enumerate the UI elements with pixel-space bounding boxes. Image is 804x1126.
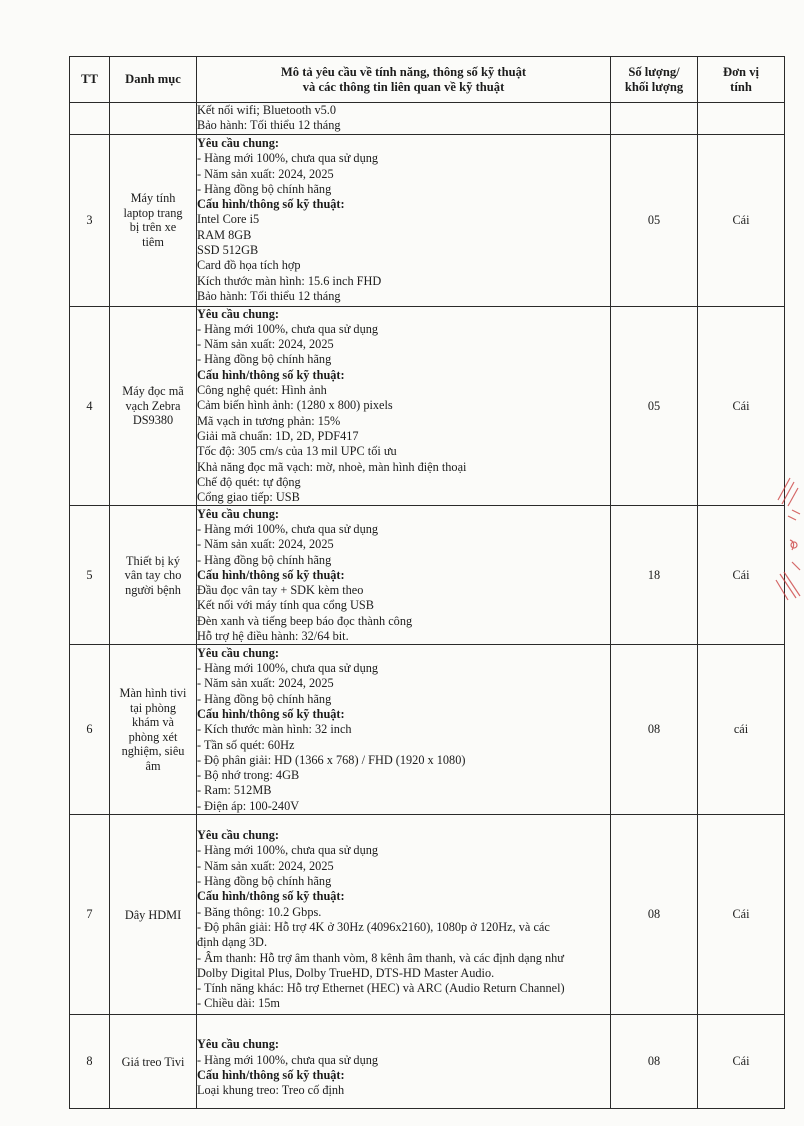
spec-line: - Hàng đồng bộ chính hãng <box>197 181 332 196</box>
spec-line: Khả năng đọc mã vạch: mờ, nhoè, màn hình điện thoại <box>197 459 467 474</box>
spec-line: - Hàng mới 100%, chưa qua sử dụng <box>197 521 379 536</box>
margin-stamp-marks <box>770 470 804 610</box>
spec-line: Intel Core i5 <box>197 212 260 227</box>
cell-don-vi: Cái <box>698 134 785 306</box>
spec-line: - Băng thông: 10.2 Gbps. <box>197 904 322 919</box>
spec-line: Kết nối với máy tính qua cổng USB <box>197 598 374 613</box>
spec-line: Bảo hành: Tối thiểu 12 tháng <box>197 288 341 303</box>
spec-line: - Tính năng khác: Hỗ trợ Ethernet (HEC) và ARC (Audio Return Channel) <box>197 981 565 996</box>
header-danh-muc: Danh mục <box>110 57 197 103</box>
item-name-line: Máy tính <box>130 191 176 206</box>
spec-section-heading: Yêu cầu chung: <box>197 1037 279 1052</box>
spec-line: - Hàng đồng bộ chính hãng <box>197 352 332 367</box>
spec-line: - Hàng mới 100%, chưa qua sử dụng <box>197 1052 379 1067</box>
cell-don-vi: Cái <box>698 1015 785 1109</box>
table-row <box>70 306 785 506</box>
spec-line: Kích thước màn hình: 15.6 inch FHD <box>197 273 382 288</box>
cell-so-luong <box>611 103 698 135</box>
spec-line: - Kích thước màn hình: 32 inch <box>197 722 352 737</box>
spec-section-heading: Cấu hình/thông số kỹ thuật: <box>197 567 345 582</box>
table-header-row <box>70 57 785 103</box>
cell-mo-ta <box>197 815 611 1015</box>
cell-tt: 7 <box>70 815 110 1015</box>
spec-section-heading: Cấu hình/thông số kỹ thuật: <box>197 707 345 721</box>
spec-line: - Bộ nhớ trong: 4GB <box>197 768 300 783</box>
spec-section-heading: Cấu hình/thông số kỹ thuật: <box>197 367 345 382</box>
spec-line: - Hàng đồng bộ chính hãng <box>197 691 332 706</box>
spec-line: Kết nối wifi; Bluetooth v5.0 <box>197 103 337 117</box>
spec-line: Giải mã chuẩn: 1D, 2D, PDF417 <box>197 428 359 443</box>
header-tt: TT <box>70 57 110 103</box>
item-name-line: tại phòng <box>129 700 177 715</box>
spec-line: Tốc độ: 305 cm/s của 13 mil UPC tối ưu <box>197 444 397 459</box>
cell-mo-ta <box>197 645 611 815</box>
spec-line: - Tần số quét: 60Hz <box>197 737 295 752</box>
cell-mo-ta <box>197 1015 611 1109</box>
item-name-line: tiêm <box>142 234 164 249</box>
item-name-line: DS9380 <box>132 413 174 428</box>
spec-line: Bảo hành: Tối thiểu 12 tháng <box>197 118 341 133</box>
cell-mo-ta <box>197 306 611 506</box>
cell-tt: 3 <box>70 134 110 306</box>
item-name-line: Thiết bị ký <box>126 553 180 568</box>
spec-line: - Hàng mới 100%, chưa qua sử dụng <box>197 321 379 336</box>
spec-line: - Năm sản xuất: 2024, 2025 <box>197 537 334 552</box>
scan-smudge <box>300 0 480 10</box>
spec-line: - Hàng đồng bộ chính hãng <box>197 874 332 889</box>
spec-section-heading: Cấu hình/thông số kỹ thuật: <box>197 197 345 212</box>
spec-line: - Chiều dài: 15m <box>197 996 280 1011</box>
spec-line: - Hàng mới 100%, chưa qua sử dụng <box>197 843 379 858</box>
cell-don-vi: Cái <box>698 506 785 645</box>
cell-tt: 6 <box>70 645 110 815</box>
item-name-line: vạch Zebra <box>125 398 181 413</box>
cell-tt: 4 <box>70 306 110 506</box>
item-name-line: âm <box>145 758 161 773</box>
table-row <box>70 103 785 135</box>
spec-line: SSD 512GB <box>197 243 259 258</box>
item-name-line: nghiệm, siêu <box>121 744 185 759</box>
spec-line: Công nghệ quét: Hình ảnh <box>197 383 327 398</box>
specification-table <box>69 56 785 1109</box>
cell-so-luong: 05 <box>611 134 698 306</box>
spec-line: Mã vạch in tương phản: 15% <box>197 413 341 428</box>
cell-danh-muc <box>110 1015 197 1109</box>
cell-mo-ta <box>197 134 611 306</box>
spec-line: - Năm sản xuất: 2024, 2025 <box>197 337 334 352</box>
table-body <box>70 103 785 1109</box>
spec-line: - Độ phân giải: HD (1366 x 768) / FHD (1920 x 1080) <box>197 752 466 767</box>
item-name-line: laptop trang <box>123 205 183 220</box>
cell-so-luong: 18 <box>611 506 698 645</box>
header-so-luong: Số lượng/ khối lượng <box>611 57 698 103</box>
cell-danh-muc <box>110 645 197 815</box>
item-name-line: Màn hình tivi <box>119 686 187 701</box>
spec-line: - Năm sản xuất: 2024, 2025 <box>197 166 334 181</box>
header-mo-ta: Mô tả yêu cầu về tính năng, thông số kỹ thuật và các thông tin liên quan về kỹ thuật <box>197 57 611 103</box>
spec-line: Đèn xanh và tiếng beep báo đọc thành công <box>197 613 413 628</box>
spec-line: Dolby Digital Plus, Dolby TrueHD, DTS-HD Master Audio. <box>197 965 495 980</box>
cell-don-vi: cái <box>698 645 785 815</box>
cell-danh-muc <box>110 103 197 135</box>
cell-tt: 5 <box>70 506 110 645</box>
cell-danh-muc <box>110 306 197 506</box>
table-row <box>70 815 785 1015</box>
cell-don-vi: Cái <box>698 306 785 506</box>
spec-line: Cổng giao tiếp: USB <box>197 490 300 505</box>
spec-line: - Ram: 512MB <box>197 783 272 798</box>
cell-so-luong: 08 <box>611 815 698 1015</box>
spec-line: - Hàng mới 100%, chưa qua sử dụng <box>197 661 379 676</box>
cell-tt <box>70 103 110 135</box>
spec-line: - Độ phân giải: Hỗ trợ 4K ở 30Hz (4096x2160), 1080p ở 120Hz, và các <box>197 919 550 934</box>
spec-section-heading: Yêu cầu chung: <box>197 306 279 321</box>
spec-section-heading: Cấu hình/thông số kỹ thuật: <box>197 889 345 904</box>
item-name-line: Dây HDMI <box>124 907 182 922</box>
item-name-line: bị trên xe <box>129 220 177 235</box>
cell-mo-ta <box>197 103 611 135</box>
cell-mo-ta <box>197 506 611 645</box>
spec-line: Đầu đọc vân tay + SDK kèm theo <box>197 583 364 598</box>
cell-danh-muc <box>110 134 197 306</box>
item-name-line: phòng xét <box>128 729 178 744</box>
cell-danh-muc <box>110 815 197 1015</box>
item-name-line: người bệnh <box>125 582 181 597</box>
spec-line: Card đồ họa tích hợp <box>197 258 301 273</box>
spec-line: Loại khung treo: Treo cố định <box>197 1083 345 1098</box>
spec-section-heading: Yêu cầu chung: <box>197 135 279 150</box>
cell-so-luong: 08 <box>611 1015 698 1109</box>
spec-line: - Năm sản xuất: 2024, 2025 <box>197 676 334 691</box>
spec-line: - Điện áp: 100-240V <box>197 798 300 813</box>
spec-line: Cảm biến hình ảnh: (1280 x 800) pixels <box>197 398 393 413</box>
cell-don-vi <box>698 103 785 135</box>
cell-so-luong: 08 <box>611 645 698 815</box>
spec-section-heading: Cấu hình/thông số kỹ thuật: <box>197 1067 345 1082</box>
item-name-line: khám và <box>131 715 174 730</box>
item-name-line: Giá treo Tivi <box>121 1054 185 1069</box>
cell-tt: 8 <box>70 1015 110 1109</box>
item-name-line: Máy đọc mã <box>122 384 184 399</box>
cell-danh-muc <box>110 506 197 645</box>
header-don-vi: Đơn vị tính <box>698 57 785 103</box>
spec-line: Chế độ quét: tự động <box>197 474 301 489</box>
table-row <box>70 1015 785 1109</box>
spec-section-heading: Yêu cầu chung: <box>197 506 279 521</box>
cell-don-vi: Cái <box>698 815 785 1015</box>
spec-section-heading: Yêu cầu chung: <box>197 645 279 660</box>
spec-line: định dạng 3D. <box>197 935 268 950</box>
table-row <box>70 645 785 815</box>
spec-line: - Hàng đồng bộ chính hãng <box>197 552 332 567</box>
spec-section-heading: Yêu cầu chung: <box>197 828 279 843</box>
spec-line: - Hàng mới 100%, chưa qua sử dụng <box>197 151 379 166</box>
spec-line: RAM 8GB <box>197 227 252 242</box>
spec-line: - Âm thanh: Hỗ trợ âm thanh vòm, 8 kênh âm thanh, và các định dạng như <box>197 950 564 965</box>
spec-line: Hỗ trợ hệ điều hành: 32/64 bit. <box>197 628 349 643</box>
item-name-line: vân tay cho <box>124 568 182 583</box>
spec-line: - Năm sản xuất: 2024, 2025 <box>197 858 334 873</box>
table-row <box>70 506 785 645</box>
cell-so-luong: 05 <box>611 306 698 506</box>
table-row <box>70 134 785 306</box>
